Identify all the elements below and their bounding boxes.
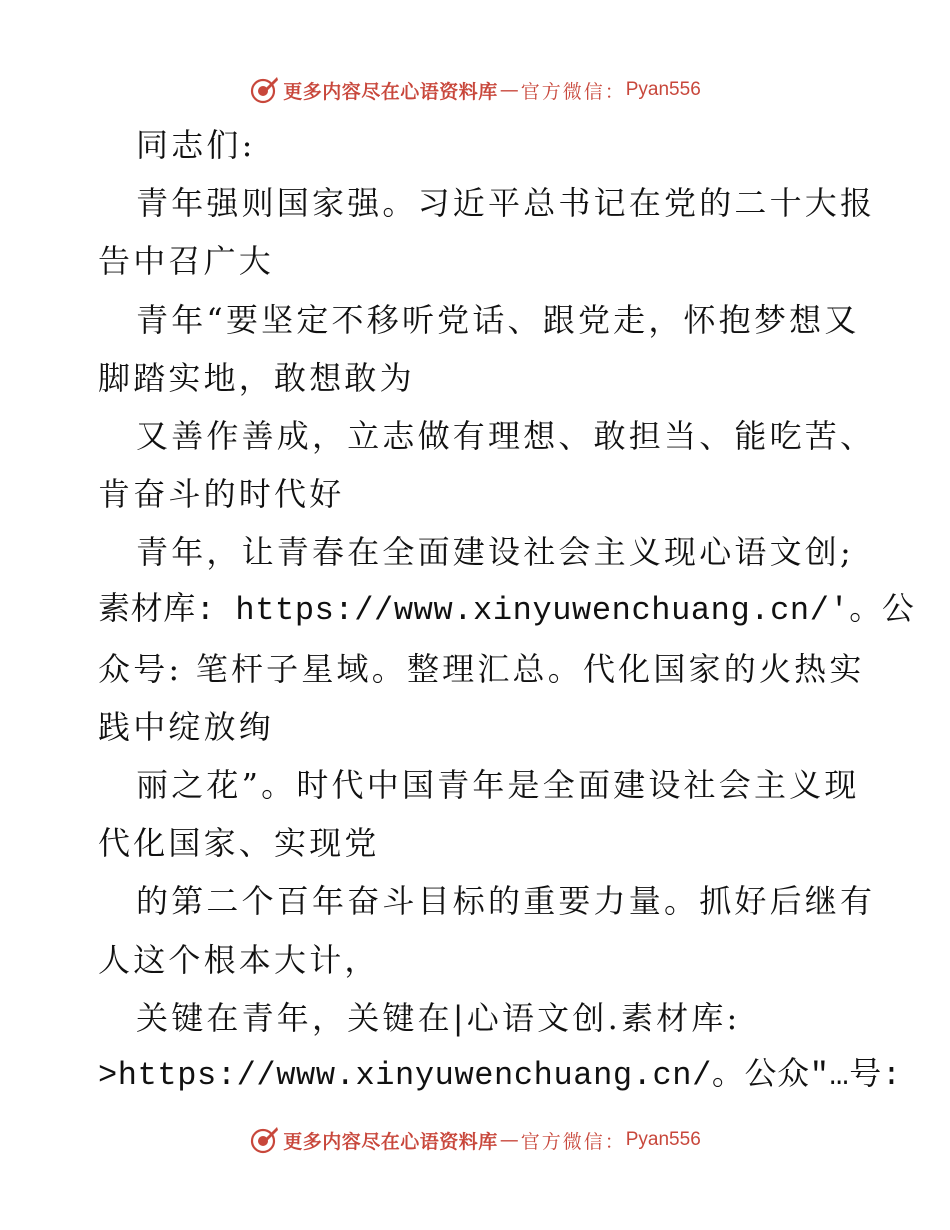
body-line: 人这个根本大计，	[98, 940, 380, 979]
document-body	[98, 116, 915, 1105]
pen-circle-logo-icon	[249, 75, 279, 105]
footer-banner-wechat-id: Pyan556	[625, 1129, 701, 1150]
header-banner	[0, 73, 950, 107]
footer-banner-separator: —	[499, 1129, 519, 1151]
body-line: 丽之花”。时代中国青年是全面建设社会主义现	[136, 766, 860, 805]
body-line: 告中召广大	[98, 242, 275, 281]
body-line-url: 素材库: https://www.xinyuwenchuang.cn/′。公	[98, 591, 915, 629]
footer-banner	[0, 1123, 950, 1157]
footer-banner-text: 更多内容尽在心语资料库	[283, 1130, 498, 1153]
footer-banner-official: 官方微信：	[520, 1130, 626, 1153]
header-banner-official: 官方微信：	[520, 80, 626, 103]
header-banner-text: 更多内容尽在心语资料库	[283, 80, 498, 103]
body-line: 的第二个百年奋斗目标的重要力量。抓好后继有	[136, 882, 876, 921]
body-line: 代化国家、实现党	[98, 824, 380, 863]
pen-circle-logo-icon	[249, 1125, 279, 1155]
body-line: 又善作善成，立志做有理想、敢担当、能吃苦、	[136, 416, 876, 455]
body-line: 肯奋斗的时代好	[98, 475, 345, 514]
body-line: 践中绽放绚	[98, 707, 275, 746]
body-line: 青年“要坚定不移听党话、跟党走，怀抱梦想又	[136, 300, 860, 339]
body-line-url: >https://www.xinyuwenchuang.cn/。公众"…号:	[98, 1057, 902, 1094]
body-line: 脚踏实地，敢想敢为	[98, 358, 415, 397]
body-line: 青年强则国家强。习近平总书记在党的二十大报	[136, 184, 876, 223]
body-line: 青年，让青春在全面建设社会主义现心语文创;	[136, 533, 854, 572]
body-line: 众号: 笔杆子星域。整理汇总。代化国家的火热实	[98, 649, 865, 688]
header-banner-separator: —	[499, 79, 519, 101]
header-banner-wechat-id: Pyan556	[625, 79, 701, 100]
body-line: 同志们:	[136, 126, 256, 164]
body-line: 关键在青年，关键在|心语文创.素材库:	[136, 998, 741, 1037]
